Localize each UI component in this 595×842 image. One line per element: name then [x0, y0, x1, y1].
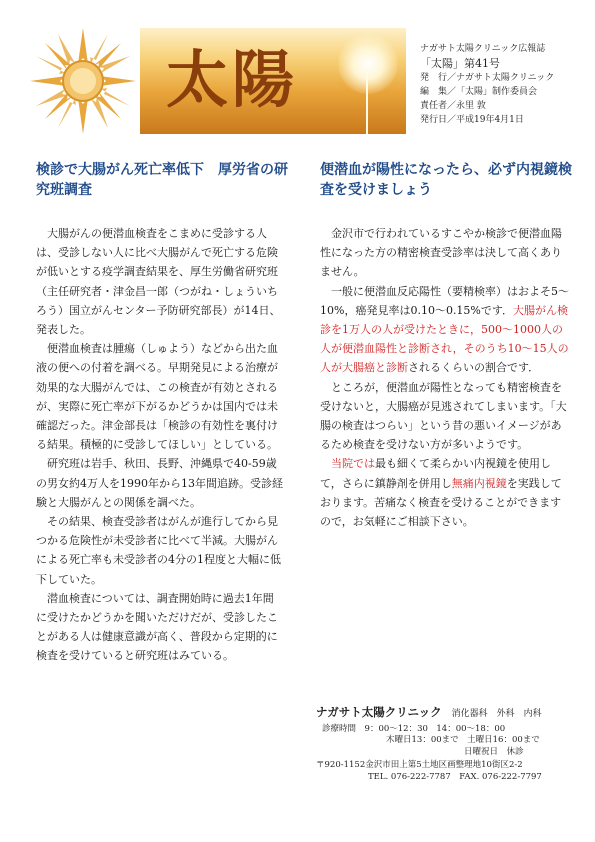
sun-glow	[338, 34, 398, 94]
publisher: 発 行／ナガサト太陽クリニック	[420, 73, 555, 83]
banner-title: 太陽	[166, 43, 299, 116]
issue-number: 「太陽」第41号	[420, 57, 500, 70]
hours-label: 診療時間	[322, 723, 357, 734]
article2-paragraph: 金沢市で行われているすこやか検診で便潜血陽性になった方の精密検査受診率は決して高くありません。	[320, 227, 562, 279]
highlight-clinic: 当院では	[331, 457, 375, 471]
light-ray	[366, 68, 368, 134]
departments: 消化器科 外科 内科	[451, 709, 542, 719]
closing-text: を実践しております。苦痛なく検査を受けることができますので，お気軽にご相談下さい。	[320, 476, 562, 529]
hours-note-2: 日曜祝日 休診	[464, 746, 524, 757]
hours-note-1: 木曜日13：00まで 土曜日16：00まで	[386, 735, 540, 745]
article2-paragraph	[320, 454, 572, 531]
magazine-name: ナガサト太陽クリニック広報誌	[420, 44, 546, 54]
responsible-person: 責任者／永里 敦	[420, 101, 486, 111]
endoscope-text: 最も細くて柔らかい内視鏡を使用して，さらに鎮静剤を併用し	[320, 457, 551, 490]
stat-text: 一般に便潜血反応陽性（要精検率）はおよそ5～10%，癌発見率は0.10～0.15%です．	[320, 284, 569, 317]
article2-headline: 便潜血が陽性になったら、必ず内視鏡検査を受けましょう	[320, 162, 572, 198]
masthead-banner	[140, 28, 406, 134]
masthead-info	[420, 42, 592, 127]
article1-paragraph: その結果、検査受診者はがんが進行してから見つかる危険性が未受診者に比べて半減。大腸がんによる死亡率も未受診者の4分の1程度と大幅に低下していた。	[36, 515, 281, 586]
clinic-address: 〒920-1152金沢市田上第5土地区画整理地10街区2-2	[316, 760, 523, 770]
clinic-name: ナガサト太陽クリニック	[316, 705, 442, 719]
highlight-painless: 無痛内視鏡	[451, 476, 507, 490]
article1-headline: 検診で大腸がん死亡率低下 厚労省の研究班調査	[36, 162, 288, 198]
stat-text-end: されるくらいの割合です．	[408, 361, 540, 375]
editor: 編 集／「太陽」制作委員会	[420, 87, 538, 97]
clinic-footer	[316, 707, 586, 783]
article1-paragraph: 潜血検査については、調査開始時に過去1年間に受けたかどうかを聞いただけだが、受診したことがある人は健康意識が高く、普段から定期的に検査を受けていると研究班はみている。	[36, 591, 278, 663]
clinic-phone: TEL. 076-222-7787 FAX. 076-222-7797	[368, 771, 542, 782]
article2-paragraph	[320, 282, 572, 378]
clinic-hours: 9：00～12：30 14：00～18：00	[364, 723, 506, 734]
article2-paragraph: ところが，便潜血が陽性となっても精密検査を受けないと，大腸癌が見逃されてしまいます。「大腸の検査はつらい」という昔の悪いイメージがあるため検査を受けない方が多いようです。	[320, 380, 567, 452]
highlight-text: 大腸がん検診を1万人の人が受けたときに，500～1000人の人が便潜血陽性と診断され，そのうち10～15人の人が大腸癌と診断	[320, 303, 569, 375]
issue-date: 発行日／平成19年4月1日	[420, 115, 524, 125]
sun-logo-icon	[28, 26, 138, 136]
article1-paragraph: 便潜血検査は腫瘍（しゅよう）などから出た血液の便への付着を調べる。早期発見による治療が効果的な大腸がんでは、この検査が有効とされるが、実際に死亡率が下がるかどうかは国内では未確認だった。津金部長は「検診の有効性を裏付ける結果。積極的に受診してほしい」としている。	[36, 342, 278, 452]
article1-paragraph: 研究班は岩手、秋田、長野、沖縄県で40-59歳の男女約4万人を1990年から13年間追跡。受診経験と大腸がんとの関係を調べた。	[36, 457, 283, 509]
article2-body	[320, 224, 572, 531]
article1-body	[36, 224, 284, 666]
article1-paragraph: 大腸がんの便潜血検査をこまめに受診する人は、受診しない人に比べ大腸がんで死亡する危険が低いとする疫学調査結果を、厚生労働省研究班（主任研究者・津金昌一郎（つがね・しょういちろう）国立がんセンター予防研究部長）が14日、発表した。	[36, 227, 281, 337]
